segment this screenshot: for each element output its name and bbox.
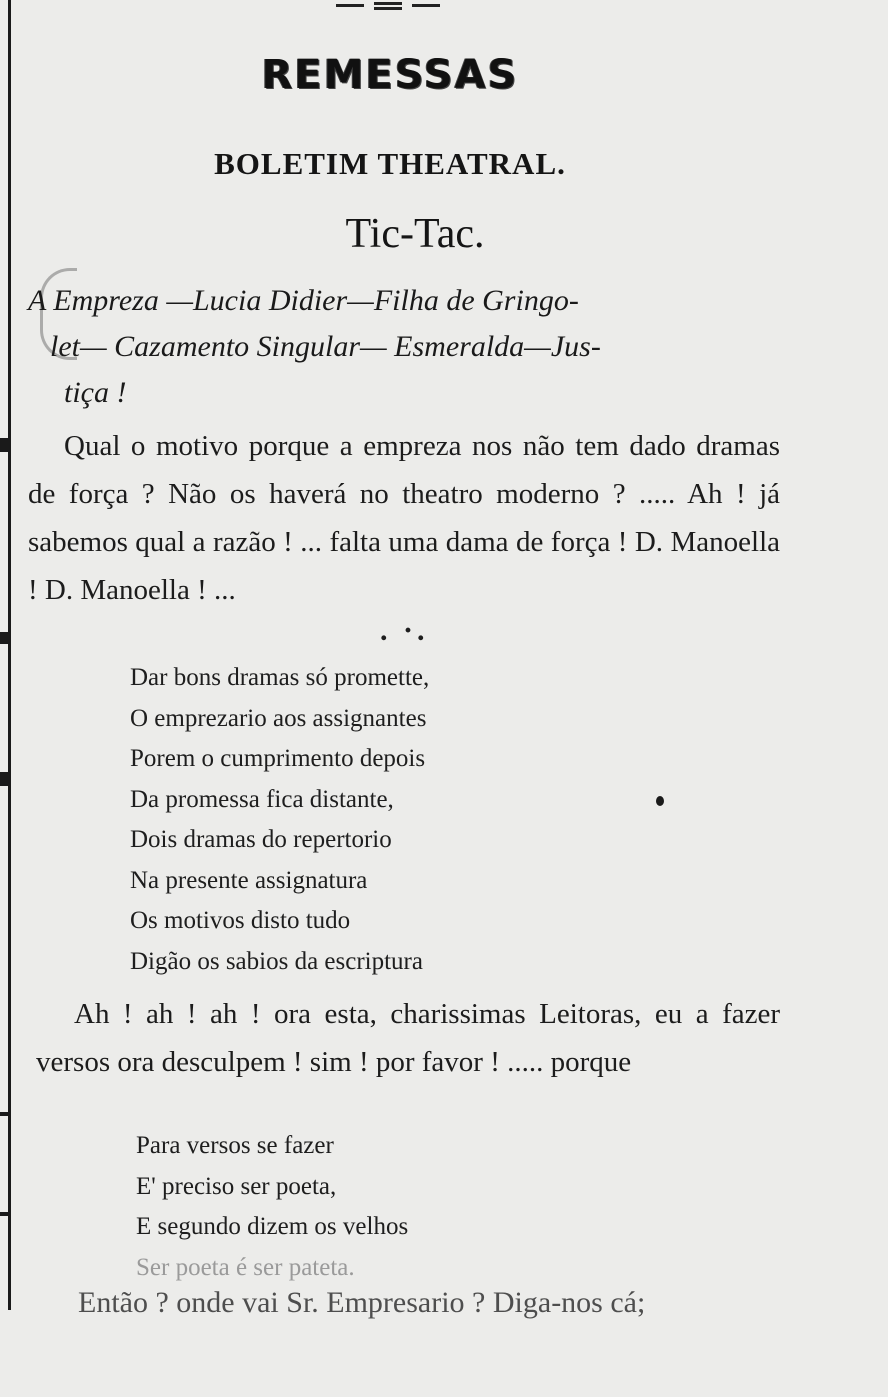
verse-line: O emprezario aos assignantes: [130, 704, 427, 732]
verse-line: E segundo dizem os velhos: [136, 1213, 409, 1240]
verse-stanza: [136, 1126, 408, 1288]
ink-speck: [656, 796, 664, 806]
margin-mark: [0, 1212, 9, 1216]
verse-line: Os motivos disto tudo: [130, 907, 351, 934]
verse-line: Para versos se fazer: [136, 1132, 334, 1159]
margin-mark: [0, 1112, 9, 1116]
summary-line: A Empreza —Lucia Didier—Filha de Gringo-: [28, 284, 579, 317]
verse-line: Dois dramas do repertorio: [130, 826, 392, 853]
separator: . ·.: [380, 614, 429, 647]
summary-block: [26, 278, 776, 416]
verse-line: Ser poeta é ser pateta.: [136, 1253, 355, 1281]
paragraph: Ah ! ah ! ah ! ora esta, charissimas Leitoras, eu a fazer versos ora desculpem ! sim ! por favor ! ..... porque: [36, 998, 780, 1078]
verse-line: Digão os sabios da escriptura: [130, 947, 423, 975]
summary-line: tiça !: [64, 376, 127, 409]
verse-line: Porem o cumprimento depois: [130, 745, 426, 772]
byline: Tic-Tac.: [345, 211, 485, 257]
verse-line: Na presente assignatura: [130, 866, 368, 894]
margin-mark: [0, 632, 9, 644]
verse-stanza: [130, 658, 429, 982]
margin-mark: [0, 438, 9, 452]
verse-line: Da promessa fica distante,: [130, 785, 394, 813]
summary-line: let— Cazamento Singular— Esmeralda—Jus-: [50, 330, 601, 363]
verse-line: Dar bons dramas só promette,: [130, 664, 430, 691]
margin-mark: [0, 772, 9, 786]
paragraph: Qual o motivo porque a empreza nos não tem dado dramas de força ? Não os haverá no theatro moderno ? ..... Ah ! já sabemos qual a razão ! ... falta uma dama de força ! D. Manoella ! D. Manoella ! ...: [28, 430, 780, 606]
verse-line: E' preciso ser poeta,: [136, 1172, 337, 1200]
section-title: REMESSAS: [261, 52, 519, 98]
bulletin-title: BOLETIM THEATRAL.: [214, 146, 566, 181]
paragraph: Então ? onde vai Sr. Empresario ? Diga-nos cá;: [78, 1286, 646, 1319]
top-ornament: [336, 0, 440, 12]
